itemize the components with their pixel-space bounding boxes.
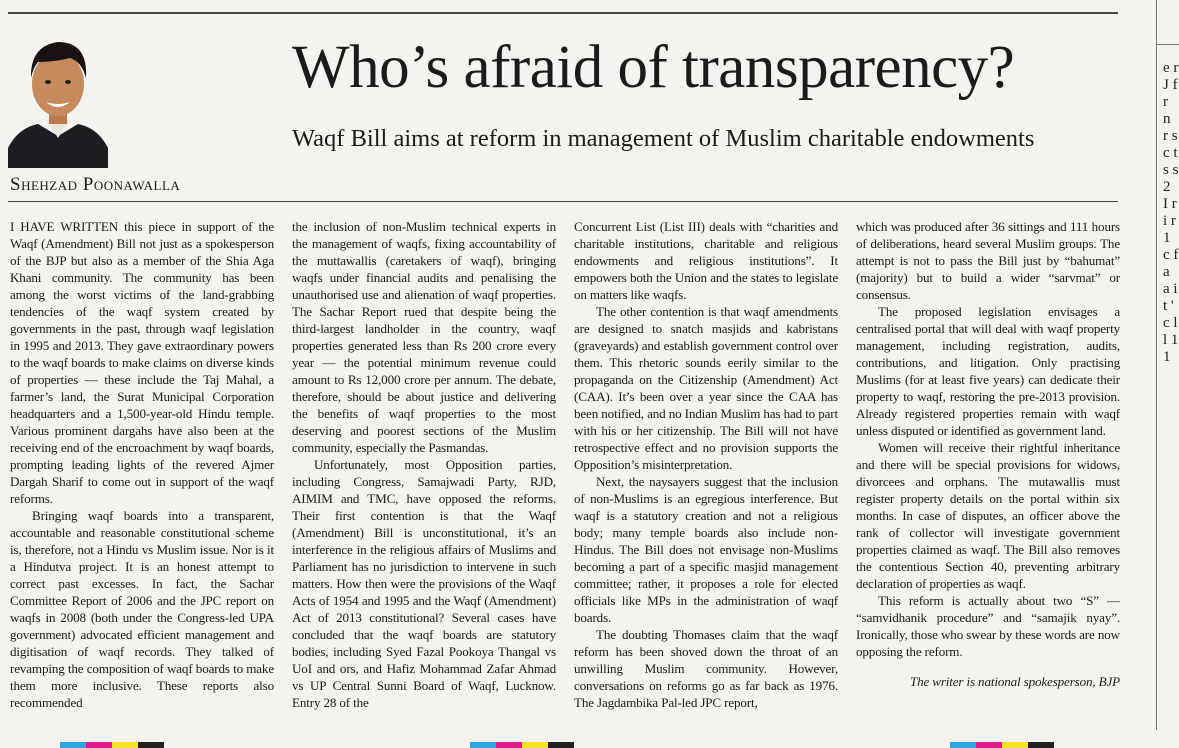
article-column-1 xyxy=(10,218,274,711)
top-rule xyxy=(8,12,1118,14)
headline: Who’s afraid of transparency? xyxy=(292,34,1015,101)
paragraph: The proposed legislation envisages a centralised portal that will deal with waqf property management, including registration, audits, contributions, and litigation. Only practising Muslims (for at least five years) can dedicate their property to waqf, restoring the pre-2013 provision. Already registered properties remain with waqf unless disputed or identified as government land. xyxy=(856,304,1120,438)
author-portrait xyxy=(8,28,108,168)
subheadline: Waqf Bill aims at reform in management of Muslim charitable endowments xyxy=(292,125,1035,152)
print-color-bar xyxy=(950,742,1054,748)
paragraph: the inclusion of non-Muslim technical experts in the management of waqfs, fixing accountability of the muttawallis (caretakers of waqf), bringing waqfs under financial audits and penalising the unauthorised use and alienation of waqf properties. The Sachar Report rued that despite being the third-largest landholder in the country, waqf properties generated less than Rs 200 crore every year — the potential minimum revenue could amount to Rs 12,000 crore per annum. The debate, therefore, should be about justice and delivering the benefits of waqf properties to the most deserving and poorest sections of the Muslim community, especially the Pasmandas. xyxy=(292,219,556,455)
paragraph: The doubting Thomases claim that the waqf reform has been shoved down the throat of an unwilling Muslim community. However, conversations on reforms go as far back as 1976. The Jagdambika Pal-led JPC report, xyxy=(574,627,838,710)
paragraph: I HAVE WRITTEN this piece in support of the Waqf (Amendment) Bill not just as a spokesperson of the BJP but also as a member of the Shia Aga Khani community. The community has been among the worst victims of the land-grabbing tendencies of the waqf system created by governments in the past, through waqf legislation in 1995 and 2013. They gave extraordinary powers to the waqf boards to make claims on diverse kinds of properties — these include the Taj Mahal, a farmer’s land, the Surat Municipal Corporation headquarters and a 1,500-year-old Hindu temple. Various prominent dargahs have also been at the receiving end of the encroachment by waqf boards, prompting leading lights of the revered Ajmer Dargah Sharif to come out in support of the waqf reforms. xyxy=(10,219,274,506)
byline-rule xyxy=(8,201,1118,202)
paragraph: Unfortunately, most Opposition parties, including Congress, Samajwadi Party, RJD, AIMIM and TMC, have opposed the reforms. Their first contention is that the Waqf (Amendment) Bill is unconstitutional, it’s an interference in the religious affairs of Muslims and Parliament has no jurisdiction to intervene in such matters. How then were the provisions of the Waqf Acts of 1954 and 1995 and the Waqf (Amendment) Act of 2013 constitutional? Several cases have concluded that the waqf boards are statutory bodies, including Syed Fazal Pookoya Thangal vs UoI and ors, and Hafiz Mohammad Zafar Ahmad vs UP Central Sunni Board of Waqf, Lucknow. Entry 28 of the xyxy=(292,457,556,710)
adjacent-column-rule xyxy=(1156,0,1157,730)
paragraph: Concurrent List (List III) deals with “charities and charitable institutions, charitable and religious endowments and religious institutions”. It empowers both the Union and the states to legislate on matters like waqfs. xyxy=(574,219,838,302)
paragraph: The other contention is that waqf amendments are designed to snatch masjids and kabristans (graveyards) and establish government control over them. This rhetoric sounds eerily similar to the propaganda on the Citizenship (Amendment) Act (CAA). It’s been over a year since the CAA has been notified, and no Indian Muslim has had to part with his or her citizenship. The Bill will not have retrospective effect and no provision supports the Opposition’s misinterpretation. xyxy=(574,304,838,472)
paragraph: Bringing waqf boards into a transparent, accountable and reasonable constitutional scheme is, therefore, not a Hindu vs Muslim issue. Nor is it a Hindutva project. It is an honest attempt to correct past excesses. In fact, the Sachar Committee Report of 2006 and the JPC report on waqfs in 2008 (both under the Congress-led UPA government) advocated efficient management and digitisation of waqf records. They talked of revamping the composition of waqf boards to make them more inclusive. These reports also recommended xyxy=(10,508,274,710)
article-column-4 xyxy=(856,218,1120,690)
byline: Shehzad Poonawalla xyxy=(10,174,181,195)
article-column-3 xyxy=(574,218,838,711)
paragraph: This reform is actually about two “S” — “samvidhanik procedure” and “samajik nyay”. Ironically, those who swear by these words are now opposing the reform. xyxy=(856,593,1120,659)
author-note: The writer is national spokesperson, BJP xyxy=(909,674,1120,689)
adjacent-column-hline xyxy=(1156,44,1179,45)
paragraph: which was produced after 36 sittings and 111 hours of deliberations, heard several Muslim groups. The attempt is not to pass the Bill just by “bahumat” (majority) but to build a wider “sarvmat” or consensus. xyxy=(856,219,1120,302)
paragraph: Next, the naysayers suggest that the inclusion of non-Muslims is an egregious interference. But waqf is a statutory creation and not a religious body; many temple boards also include non-Hindus. The Bill does not envisage non-Muslims becoming a part of a specific masjid management committee; rather, it proposes a role for elected officials like MPs in the administration of waqf boards. xyxy=(574,474,838,625)
adjacent-article-text: e r J f r n r s c t s s 2 I r i r 1 c f a a i t ' c l l 1 1 xyxy=(1163,60,1179,365)
print-color-bar xyxy=(470,742,574,748)
article-column-2 xyxy=(292,218,556,711)
print-color-bar xyxy=(60,742,164,748)
paragraph: Women will receive their rightful inheritance and there will be special provisions for widows, divorcees and orphans. The mutawallis must register property details on the portal within six months. In case of disputes, an officer above the rank of collector will investigate government properties claimed as waqf. The Bill also removes the contentious Section 40, preventing arbitrary declaration of properties as waqf. xyxy=(856,440,1120,591)
